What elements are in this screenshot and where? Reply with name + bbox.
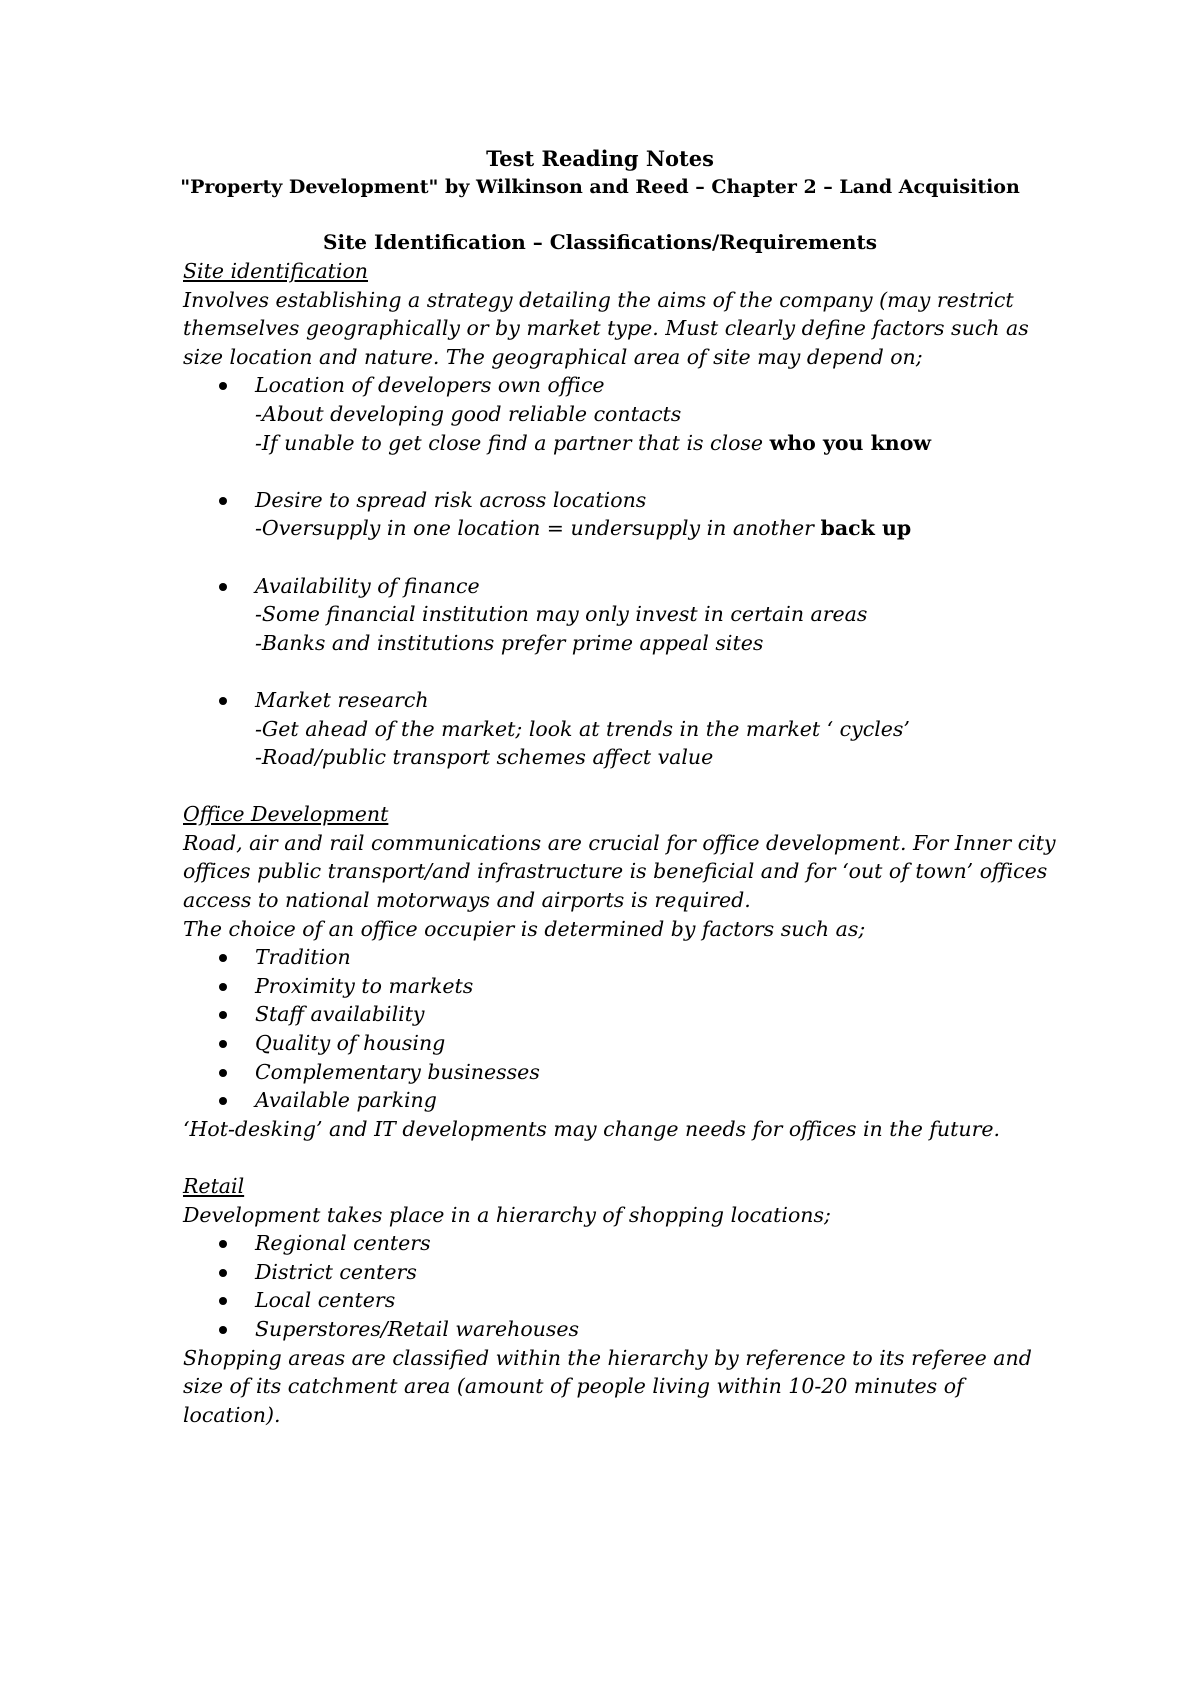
list-item: Proximity to markets	[183, 972, 1073, 1001]
item-detail: -Get ahead of the market; look at trends in the market ‘ cycles’	[255, 716, 910, 741]
bullet-icon	[219, 983, 227, 991]
paragraph-line: offices public transport/and infrastructure is beneficial and for ‘out of town’ offices	[183, 859, 1048, 884]
list-item: Local centers	[183, 1286, 1073, 1315]
item-detail: -Banks and institutions prefer prime appeal sites	[255, 630, 764, 655]
list-item: Staff availability	[183, 1000, 1073, 1029]
list-item: Complementary businesses	[183, 1058, 1073, 1087]
list-item	[183, 486, 1073, 543]
document-subtitle: "Property Development" by Wilkinson and Reed – Chapter 2 – Land Acquisition	[180, 176, 1020, 198]
list-item: Superstores/Retail warehouses	[183, 1315, 1073, 1344]
item-label: Market research	[255, 687, 429, 712]
office-factors-list	[183, 943, 1073, 1115]
spacer	[183, 772, 1073, 801]
bullet-icon	[219, 1326, 227, 1334]
list-item: Available parking	[183, 1086, 1073, 1115]
spacer	[183, 543, 1073, 572]
office-note: ‘Hot-desking’ and IT developments may change needs for offices in the future.	[183, 1116, 1001, 1141]
office-development-heading: Office Development	[183, 802, 389, 827]
paragraph-line: access to national motorways and airports is required.	[183, 888, 751, 913]
emphasis-text: who you know	[769, 430, 932, 455]
spacer	[183, 457, 1073, 486]
spacer	[183, 1143, 1073, 1172]
list-item: Tradition	[183, 943, 1073, 972]
paragraph-line: themselves geographically or by market type. Must clearly define factors such as	[183, 316, 1029, 341]
list-item: Regional centers	[183, 1229, 1073, 1258]
list-item	[183, 371, 1073, 457]
paragraph-line: Development takes place in a hierarchy of shopping locations;	[183, 1202, 831, 1227]
site-factors-list	[183, 371, 1073, 771]
item-label: Location of developers own office	[255, 373, 605, 398]
list-item: Quality of housing	[183, 1029, 1073, 1058]
paragraph-line: size location and nature. The geographical area of site may depend on;	[183, 344, 923, 369]
paragraph-line: location).	[183, 1402, 281, 1427]
site-identification-heading: Site identification	[183, 259, 369, 283]
document-title: Test Reading Notes	[486, 146, 714, 171]
bullet-icon	[219, 1240, 227, 1248]
spacer	[183, 657, 1073, 686]
notes-body	[183, 257, 1073, 1429]
item-detail: -Some financial institution may only invest in certain areas	[255, 602, 868, 627]
retail-heading: Retail	[183, 1174, 245, 1198]
bullet-icon	[219, 1040, 227, 1048]
list-item	[183, 686, 1073, 772]
bullet-icon	[219, 1011, 227, 1019]
paragraph-line: Involves establishing a strategy detailing the aims of the company (may restrict	[183, 287, 1014, 312]
paragraph-line: Shopping areas are classified within the hierarchy by reference to its referee and	[183, 1345, 1032, 1370]
bullet-icon	[219, 1069, 227, 1077]
item-detail: -Oversupply in one location = undersupply in another back up	[255, 516, 912, 541]
list-item: District centers	[183, 1258, 1073, 1287]
paragraph-line: Road, air and rail communications are crucial for office development. For Inner city	[183, 830, 1056, 855]
bullet-icon	[219, 1269, 227, 1277]
bullet-icon	[219, 382, 227, 390]
bullet-icon	[219, 954, 227, 962]
item-label: Desire to spread risk across locations	[255, 487, 647, 512]
retail-hierarchy-list	[183, 1229, 1073, 1343]
list-item	[183, 572, 1073, 658]
bullet-icon	[219, 697, 227, 705]
section-heading: Site Identification – Classifications/Requirements	[323, 230, 877, 254]
paragraph-line: size of its catchment area (amount of people living within 10-20 minutes of	[183, 1374, 964, 1399]
bullet-icon	[219, 1097, 227, 1105]
bullet-icon	[219, 497, 227, 505]
paragraph-line: The choice of an office occupier is determined by factors such as;	[183, 916, 866, 941]
item-detail: -About developing good reliable contacts	[255, 401, 682, 426]
bullet-icon	[219, 583, 227, 591]
item-detail: -Road/public transport schemes affect value	[255, 745, 714, 770]
emphasis-text: back up	[820, 516, 912, 541]
item-label: Availability of finance	[255, 573, 480, 598]
item-detail: -If unable to get close find a partner that is close who you know	[255, 430, 932, 455]
bullet-icon	[219, 1297, 227, 1305]
